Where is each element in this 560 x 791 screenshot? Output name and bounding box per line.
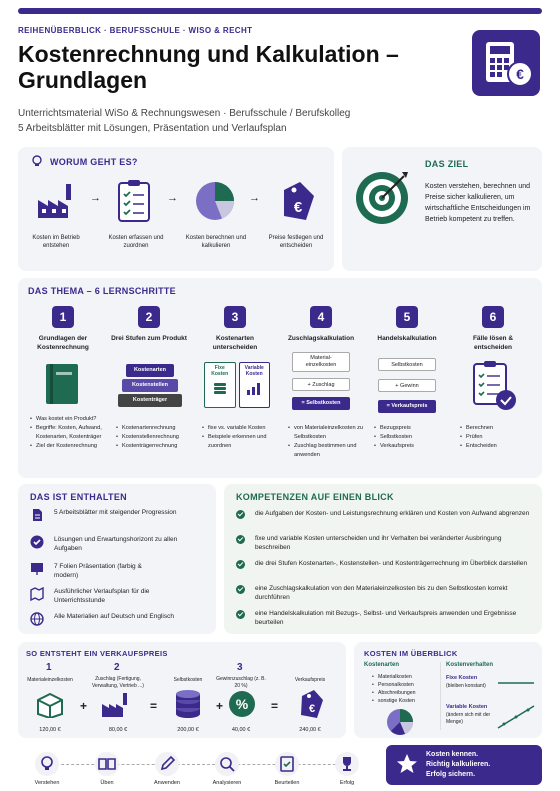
thema-title: DAS THEMA – 6 LERNSCHRITTE — [28, 286, 176, 296]
slogan-line-3: Erfolg sichern. — [426, 771, 476, 778]
kompetenzen-title: KOMPETENZEN AUF EINEN BLICK — [236, 492, 394, 502]
kompetenz-text: eine Handelskalkulation mit Bezugs-, Selbst- und Verkaufspreis anwenden und Ergebnisse beurteilen — [255, 610, 517, 626]
list-item: • Berechnen — [460, 424, 538, 433]
check-icon — [236, 560, 245, 569]
zuschlag-stack — [292, 352, 350, 410]
worum-caption-4: Preise festlegen und entscheiden — [268, 235, 324, 249]
check-icon — [236, 585, 245, 594]
document-icon — [30, 508, 44, 522]
enthalten-text: Lösungen und Erwartungshorizont zu allen Aufgaben — [54, 536, 178, 552]
globe-icon — [30, 612, 44, 626]
list-item: • Bezugspreis — [374, 424, 454, 433]
book-open-icon — [95, 752, 119, 776]
step-title: Zuschlagskalkulation — [287, 335, 355, 342]
variable-card — [239, 362, 271, 408]
list-item: • Prüfen — [460, 433, 538, 442]
factory-icon — [36, 182, 80, 225]
hk-selbstkosten: Selbstkosten — [378, 358, 436, 371]
arrow-icon: → — [90, 192, 101, 204]
check-icon — [236, 510, 245, 519]
check-icon — [236, 610, 245, 619]
star-icon — [396, 753, 418, 780]
lightbulb-icon — [35, 752, 59, 776]
plus-operator: + — [80, 699, 88, 713]
step-number: 6 — [482, 306, 504, 328]
vs-label: Gewinnzuschlag (z. B. 20 %) — [216, 676, 266, 689]
factory-icon — [101, 692, 133, 723]
target-icon — [354, 166, 414, 231]
worum-caption-3: Kosten berechnen und kalkulieren — [185, 235, 247, 249]
fix-label: Fixe Kosten — [211, 365, 229, 377]
enthalten-item — [30, 562, 164, 580]
kompetenz-text: die Aufgaben der Kosten- und Leistungsrechnung erklären und Kosten von Aufwand abgrenzen — [255, 510, 530, 517]
percent-icon — [228, 690, 256, 723]
fix-title: Fixe Kosten — [446, 675, 478, 681]
vs-number: 2 — [114, 662, 120, 673]
plus-operator: + — [216, 699, 224, 713]
kompetenz-item — [236, 584, 535, 602]
list-item: • Ziel der Kostenrechnung — [30, 442, 105, 451]
enthalten-item — [30, 508, 184, 522]
enthalten-text: 7 Folien Präsentation (farbig & modern) — [54, 563, 142, 579]
kostenarten-list — [372, 673, 442, 705]
svg-text:%: % — [235, 696, 249, 712]
ueberblick-title: KOSTEN IM ÜBERBLICK — [364, 649, 458, 658]
variable-line-icon — [496, 702, 536, 735]
kompetenz-item — [236, 559, 535, 569]
fix-variable-cards — [204, 362, 270, 408]
footer-step-label: Üben — [100, 780, 114, 786]
list-item: • Kostenstellenrechnung — [116, 433, 196, 442]
verhalten-title: Kostenverhalten — [446, 662, 494, 668]
enthalten-text: 5 Arbeitsblätter mit steigender Progression — [54, 509, 177, 516]
coins-icon — [205, 380, 235, 398]
list-item: • Beispiele erkennen und zuordnen — [202, 433, 282, 451]
kompetenz-item — [236, 509, 535, 519]
step-3 — [196, 306, 274, 356]
footer-step-ueben — [82, 752, 132, 786]
svg-text:€: € — [516, 66, 524, 82]
slogan-line-2: Richtig kalkulieren. — [426, 761, 491, 768]
vs-label: Verkaufspreis — [294, 677, 326, 683]
list-item: • Entscheiden — [460, 442, 538, 451]
subtitle-line-2: 5 Arbeitsblätter mit Lösungen, Präsentation und Verlaufsplan — [18, 123, 287, 134]
enthalten-text: Ausführlicher Verlaufsplan für die Unterrichtsstunde — [54, 588, 150, 604]
ziel-text: Kosten verstehen, berechnen und Preise sicher kalkulieren, um wirtschaftliche Entscheidungen im Betrieb kompetent zu treffen. — [425, 183, 531, 223]
footer-step-verstehen — [22, 752, 72, 786]
map-icon — [30, 587, 44, 601]
enthalten-title: DAS IST ENTHALTEN — [30, 492, 127, 502]
equals-operator: = — [150, 699, 158, 713]
step-number: 5 — [396, 306, 418, 328]
svg-text:€: € — [308, 703, 316, 715]
footer-step-beurteilen — [262, 752, 312, 786]
list-item: • von Materialeinzelkosten zu Selbstkosten — [288, 424, 368, 442]
list-item: • Personalkosten — [372, 681, 442, 689]
var-title: Variable Kosten — [446, 704, 488, 710]
kompetenz-text: fixe und variable Kosten unterscheiden und ihr Verhalten bei veränderter Ausbringung beschreiben — [255, 535, 502, 551]
step-title: Grundlagen der Kostenrechnung — [37, 335, 89, 351]
step-2 — [110, 306, 188, 356]
slogan-text — [426, 750, 490, 780]
hk-verkaufspreis: = Verkaufspreis — [378, 400, 436, 413]
footer-step-label: Anwenden — [154, 780, 180, 786]
lightbulb-icon — [30, 154, 44, 173]
kicker: REIHENÜBERBLICK · BERUFSSCHULE · WISO & RECHT — [18, 26, 253, 35]
arrow-icon: → — [249, 192, 260, 204]
price-tag-icon — [276, 180, 316, 229]
list-item: • Kostenträgerrechnung — [116, 442, 196, 451]
step-number: 2 — [138, 306, 160, 328]
kompetenz-text: die drei Stufen Kostenarten-, Kostenstellen- und Kostenträgerrechnung im Überblick darstellen — [255, 560, 528, 567]
box-icon — [34, 690, 66, 723]
list-item: • Verkaufspreis — [374, 442, 454, 451]
check-circle-icon — [30, 535, 44, 549]
step-3-bullets — [202, 424, 282, 451]
list-item: • Selbstkosten — [374, 433, 454, 442]
book-icon — [44, 362, 82, 411]
subtitle-line-1: Unterrichtsmaterial WiSo & Rechnungswesen · Berufsschule / Berufskolleg — [18, 108, 351, 119]
step-1 — [24, 306, 102, 356]
stufe-kostentraeger: Kostenträger — [118, 394, 182, 407]
step-4-bullets — [288, 424, 368, 460]
vs-value: 80,00 € — [108, 727, 128, 733]
step-number: 4 — [310, 306, 332, 328]
footer-step-analysieren — [202, 752, 252, 786]
page-title: Kostenrechnung und Kalkulation – Grundlagen — [18, 41, 399, 93]
footer-step-label: Beurteilen — [274, 780, 300, 786]
enthalten-item — [30, 535, 184, 553]
handel-stack — [378, 358, 436, 413]
list-item: • Zuschlag bestimmen und anwenden — [288, 442, 368, 460]
footer-step-label: Verstehen — [34, 780, 60, 786]
price-tag-icon — [296, 688, 324, 725]
kostenarten-pie-icon — [386, 708, 414, 741]
fix-sub: (bleiben konstant) — [446, 683, 486, 689]
checklist-icon — [472, 360, 518, 417]
variable-label: Variable Kosten — [244, 365, 264, 377]
footer-step-label: Erfolg — [339, 780, 355, 786]
slogan-line-1: Kosten kennen. — [426, 751, 479, 758]
kostenarten-title: Kostenarten — [364, 662, 400, 668]
svg-text:€: € — [293, 199, 303, 216]
footer-step-label: Analysieren — [212, 780, 242, 786]
divider — [440, 662, 441, 730]
equals-operator: = — [271, 699, 279, 713]
step-title: Drei Stufen zum Produkt — [111, 335, 187, 342]
step-2-bullets — [116, 424, 196, 451]
checklist-icon — [275, 752, 299, 776]
list-item: • Kostenartenrechnung — [116, 424, 196, 433]
pie-chart-icon — [194, 180, 236, 227]
worum-caption-2: Kosten erfassen und zuordnen — [108, 235, 164, 249]
step-6 — [454, 306, 532, 356]
worum-title: WORUM GEHT ES? — [50, 157, 138, 167]
list-item: • Was kostet ein Produkt? — [30, 415, 105, 424]
ziel-title: DAS ZIEL — [425, 159, 469, 169]
hk-gewinn: + Gewinn — [378, 379, 436, 392]
zk-selbstkosten: = Selbstkosten — [292, 397, 350, 410]
step-5-bullets — [374, 424, 454, 451]
worum-caption-1: Kosten im Betrieb entstehen — [32, 235, 80, 249]
vs-number: 1 — [46, 662, 52, 673]
kompetenz-item — [236, 534, 535, 552]
list-item: • sonstige Kosten — [372, 697, 442, 705]
vs-number: 3 — [237, 662, 243, 673]
var-sub: (ändern sich mit der Menge) — [446, 712, 491, 725]
step-title: Handelskalkulation — [377, 335, 437, 342]
calculator-euro-icon — [472, 30, 540, 96]
list-item: • Begriffe: Kosten, Aufwand, Kostenarten, Kostenträger — [30, 424, 105, 442]
vs-label: Selbstkosten — [173, 677, 203, 683]
step-number: 3 — [224, 306, 246, 328]
magnifier-icon — [215, 752, 239, 776]
footer-step-erfolg — [322, 752, 372, 786]
zk-zuschlag: + Zuschlag — [292, 378, 350, 391]
enthalten-item — [30, 587, 189, 605]
fix-card — [204, 362, 236, 408]
top-accent-bar — [18, 8, 542, 14]
step-5 — [368, 306, 446, 356]
step-4 — [282, 306, 360, 356]
step-6-bullets — [460, 424, 538, 451]
kompetenz-item — [236, 609, 535, 627]
stufe-kostenarten: Kostenarten — [126, 364, 174, 377]
step-number: 1 — [52, 306, 74, 328]
vs-label: Zuschlag (Fertigung, Verwaltung, Vertrieb ...) — [92, 676, 144, 689]
kompetenz-text: eine Zuschlagskalkulation von den Materialeinzelkosten bis zu den Selbstkosten korrekt durchführen — [255, 585, 508, 601]
list-item: • fixe vs. variable Kosten — [202, 424, 282, 433]
trophy-icon — [335, 752, 359, 776]
list-item: • Materialkosten — [372, 673, 442, 681]
bar-chart-icon — [240, 380, 270, 398]
list-item: • Abschreibungen — [372, 689, 442, 697]
step-title: Kostenarten unterscheiden — [212, 335, 258, 351]
subtitle — [18, 106, 350, 136]
vs-value: 200,00 € — [177, 727, 199, 733]
footer-step-anwenden — [142, 752, 192, 786]
verkaufspreis-title: SO ENTSTEHT EIN VERKAUFSPREIS — [26, 649, 168, 658]
vs-value: 120,00 € — [39, 727, 61, 733]
enthalten-text: Alle Materialien auf Deutsch und Englisch — [54, 613, 174, 620]
clipboard-icon — [116, 178, 152, 227]
enthalten-item — [30, 612, 174, 626]
step-1-bullets — [30, 415, 105, 451]
step-title: Fälle lösen & entscheiden — [472, 335, 514, 351]
fix-line-icon — [496, 676, 536, 695]
stufe-kostenstellen: Kostenstellen — [122, 379, 178, 392]
pencil-icon — [155, 752, 179, 776]
coin-stack-icon — [174, 688, 202, 725]
check-icon — [236, 535, 245, 544]
vs-value: 40,00 € — [231, 727, 251, 733]
arrow-icon: → — [167, 192, 178, 204]
zk-materialeinzelkosten: Material-einzelkosten — [292, 352, 350, 372]
vs-label: Materialeinzelkosten — [27, 677, 73, 683]
slogan-badge — [386, 745, 542, 785]
stufen-pyramid — [118, 364, 182, 407]
vs-value: 240,00 € — [299, 727, 321, 733]
presentation-icon — [30, 562, 44, 576]
